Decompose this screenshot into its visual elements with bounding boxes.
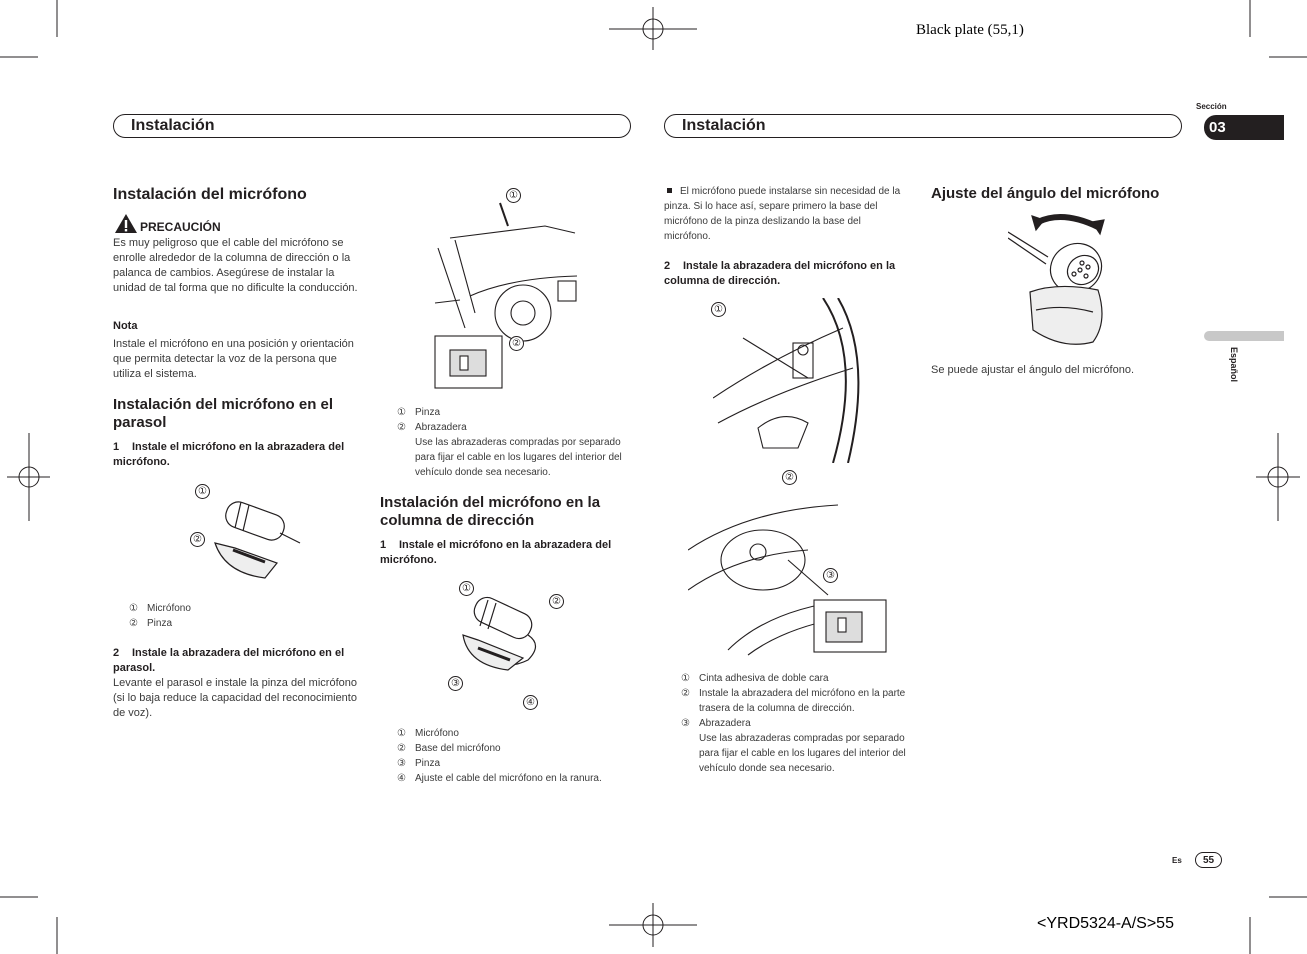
fig-label-2: ②	[190, 532, 205, 547]
legend-text: Base del micrófono	[415, 743, 501, 754]
fig-label-3: ③	[823, 568, 838, 583]
mic-base-illustration	[448, 590, 558, 700]
legend-text: Use las abrazaderas compradas por separado para fijar el cable en los lugares del interior del vehículo donde sea necesario.	[415, 437, 622, 478]
mic-clip-illustration	[205, 488, 315, 588]
legend-text: Instale la abrazadera del micrófono en la parte trasera de la columna de dirección.	[699, 688, 906, 714]
angle-title: Ajuste del ángulo del micrófono	[931, 185, 1160, 202]
step-text: Instale el micrófono en la abrazadera del micrófono.	[113, 441, 345, 468]
legend-num: ①	[681, 673, 690, 684]
footer-lang: Es	[1172, 856, 1182, 865]
legend-text: Pinza	[415, 407, 441, 418]
warning-icon	[114, 213, 138, 234]
step-text: Instale la abrazadera del micrófono en la columna de dirección.	[664, 260, 896, 287]
fig-label-1: ①	[711, 302, 726, 317]
legend-text: Use las abrazaderas compradas por separado para fijar el cable en los lugares del interior del vehículo donde sea necesario.	[699, 733, 906, 774]
legend-row	[681, 716, 917, 731]
legend-text: Abrazadera	[699, 718, 751, 729]
legend-text: Micrófono	[415, 728, 459, 739]
legend-num: ③	[681, 718, 690, 729]
step-number: 2	[113, 647, 120, 659]
page-number: 55	[1195, 852, 1222, 868]
fig-label-1: ①	[459, 581, 474, 596]
legend-row	[397, 435, 633, 480]
legend-text: Ajuste el cable del micrófono en la ranura.	[415, 773, 602, 784]
column-step2	[664, 259, 914, 289]
fig-label-2: ②	[782, 470, 797, 485]
plate-label: Black plate (55,1)	[916, 22, 1024, 38]
legend-num: ②	[681, 688, 690, 699]
section-number-tab: 03	[1204, 115, 1284, 140]
legend-text: Cinta adhesiva de doble cara	[699, 673, 829, 684]
column-step1	[380, 538, 632, 568]
step-number: 1	[380, 539, 387, 551]
legend-num: ③	[397, 758, 406, 769]
bullet-text: El micrófono puede instalarse sin necesidad de la pinza. Si lo hace así, separe primero la base del micrófono de la pinza deslizando la base del micrófono.	[664, 186, 901, 242]
steering-legend	[681, 671, 917, 776]
legend-row	[681, 671, 917, 686]
legend-row	[397, 726, 633, 741]
visor-step1	[113, 440, 363, 470]
step-text: Instale la abrazadera del micrófono en el parasol.	[113, 647, 345, 674]
legend-text: Pinza	[147, 618, 173, 629]
column-install-title: Instalación del micrófono en la columna de dirección	[380, 494, 601, 529]
visor-car-illustration	[430, 188, 580, 393]
legend-row	[129, 616, 359, 631]
legend-row	[397, 405, 633, 420]
legend-row	[681, 686, 917, 716]
step-number: 1	[113, 441, 120, 453]
legend-text: Pinza	[415, 758, 441, 769]
mic-install-title: Instalación del micrófono	[113, 186, 307, 203]
visor-step2	[113, 646, 363, 676]
step-text: Instale el micrófono en la abrazadera del micrófono.	[380, 539, 612, 566]
fig-label-1: ①	[506, 188, 521, 203]
legend-row	[129, 601, 359, 616]
visor-install-title: Instalación del micrófono en el parasol	[113, 396, 334, 431]
left-header-title: Instalación	[131, 117, 215, 134]
visor-step2-text: Levante el parasol e instale la pinza del micrófono (si lo baja reduce la capacidad del reconocimiento de voz).	[113, 677, 357, 719]
legend-text: Micrófono	[147, 603, 191, 614]
legend-num: ②	[397, 743, 406, 754]
right-header-title: Instalación	[682, 117, 766, 134]
legend-num: ①	[129, 603, 138, 614]
dashboard-illustration	[688, 500, 888, 660]
legend-num: ④	[397, 773, 406, 784]
column-mic-legend	[397, 726, 633, 786]
legend-row	[397, 771, 633, 786]
steering-column-illustration	[713, 298, 873, 463]
legend-row	[397, 756, 633, 771]
legend-row	[397, 741, 633, 756]
fig-label-2: ②	[509, 336, 524, 351]
caution-text: Es muy peligroso que el cable del micrófono se enrolle alrededor de la columna de dirección o la palanca de cambios. Asegúrese de instalar la unidad de tal forma que no dificulte la conducción.	[113, 237, 358, 294]
visor-legend	[129, 601, 359, 631]
legend-num: ①	[397, 728, 406, 739]
fig-label-1: ①	[195, 484, 210, 499]
bullet-note	[664, 184, 910, 244]
right-page-header	[664, 114, 1182, 138]
legend-num	[397, 435, 415, 480]
fig-label-3: ③	[448, 676, 463, 691]
angle-caption: Se puede ajustar el ángulo del micrófono.	[931, 364, 1135, 376]
legend-num	[681, 731, 699, 776]
language-tab: Español	[1229, 347, 1239, 383]
mic-angle-illustration	[1008, 212, 1118, 347]
legend-row	[681, 731, 917, 776]
section-label: Sección	[1196, 102, 1227, 111]
step-number: 2	[664, 260, 671, 272]
fig-label-2: ②	[549, 594, 564, 609]
legend-num: ②	[397, 422, 406, 433]
note-text: Instale el micrófono en una posición y orientación que permita detectar la voz de la persona que utiliza el sistema.	[113, 338, 354, 380]
caution-label: PRECAUCIÓN	[140, 220, 221, 234]
visor-clip-legend	[397, 405, 633, 480]
fig-label-4: ④	[523, 695, 538, 710]
legend-text: Abrazadera	[415, 422, 467, 433]
legend-num: ②	[129, 618, 138, 629]
legend-row	[397, 420, 633, 435]
note-label: Nota	[113, 320, 138, 332]
left-page-header	[113, 114, 631, 138]
language-tab-bar	[1204, 331, 1284, 341]
legend-num: ①	[397, 407, 406, 418]
bullet-icon	[667, 188, 672, 193]
job-code: <YRD5324-A/S>55	[1037, 915, 1174, 932]
